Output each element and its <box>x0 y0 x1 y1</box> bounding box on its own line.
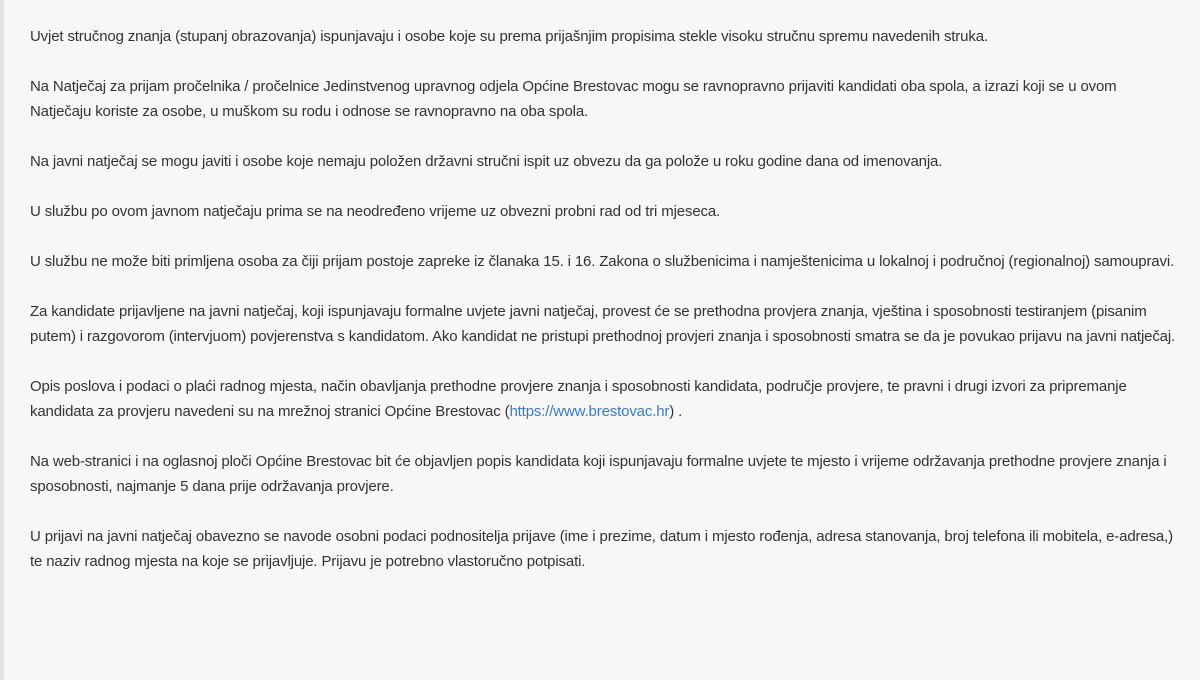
job-description-text-end: ) . <box>669 403 683 420</box>
paragraph-application-data: U prijavi na javni natječaj obavezno se navode osobni podaci podnositelja prijave (ime i prezime, datum i mjesto rođenja, adresa stanovanja, broj telefona ili mobitela, e-adresa,) te naziv radnog mjesta na koje se prijavljuje. Prijavu je potrebno vlastoručno potpisati. <box>30 528 1173 570</box>
paragraph-candidate-list: Na web-stranici i na oglasnoj ploči Općine Brestovac bit će objavljen popis kandidata koji ispunjavaju formalne uvjete te mjesto i vrijeme održavanja prethodne provjere znanja i sposobnosti, najmanje 5 dana prije održavanja provjere. <box>30 453 1167 495</box>
paragraph-state-exam: Na javni natječaj se mogu javiti i osobe koje nemaju položen državni stručni ispit uz obvezu da ga polože u roku godine dana od imenovanja. <box>30 153 943 170</box>
paragraph-testing: Za kandidate prijavljene na javni natječaj, koji ispunjavaju formalne uvjete javni natječaj, provest će se prethodna provjera znanja, vještina i sposobnosti testiranjem (pisanim putem) i razgovorom (intervjuom) povjerenstva s kandidatom. Ako kandidat ne pristupi prethodnoj provjeri znanja i sposobnosti smatra se da je povukao prijavu na javni natječaj. <box>30 303 1176 345</box>
paragraph-job-description <box>30 374 1180 424</box>
paragraph-probation: U službu po ovom javnom natječaju prima se na neodređeno vrijeme uz obvezni probni rad od tri mjeseca. <box>30 203 721 220</box>
paragraph-obstacles: U službu ne može biti primljena osoba za čiji prijam postoje zapreke iz članaka 15. i 16. Zakona o službenicima i namještenicima u lokalnoj i područnoj (regionalnoj) samoupravi. <box>30 253 1175 270</box>
brestovac-website-link[interactable]: https://www.brestovac.hr <box>509 403 670 420</box>
paragraph-gender-equality: Na Natječaj za prijam pročelnika / pročelnice Jedinstvenog upravnog odjela Općine Brestovac mogu se ravnopravno prijaviti kandidati oba spola, a izrazi koji se u ovom Natječaju koriste za osobe, u muškom su rodu i odnose se ravnopravno na oba spola. <box>30 78 1117 120</box>
job-description-text: Opis poslova i podaci o plaći radnog mjesta, način obavljanja prethodne provjere znanja i sposobnosti kandidata, područje provjere, te pravni i drugi izvori za pripremanje kandidata za provjeru navedeni su na mrežnoj stranici Općine Brestovac ( <box>30 378 1127 420</box>
paragraph-qualification: Uvjet stručnog znanja (stupanj obrazovanja) ispunjavaju i osobe koje su prema prijašnjim propisima stekle visoku stručnu spremu navedenih struka. <box>30 28 988 45</box>
